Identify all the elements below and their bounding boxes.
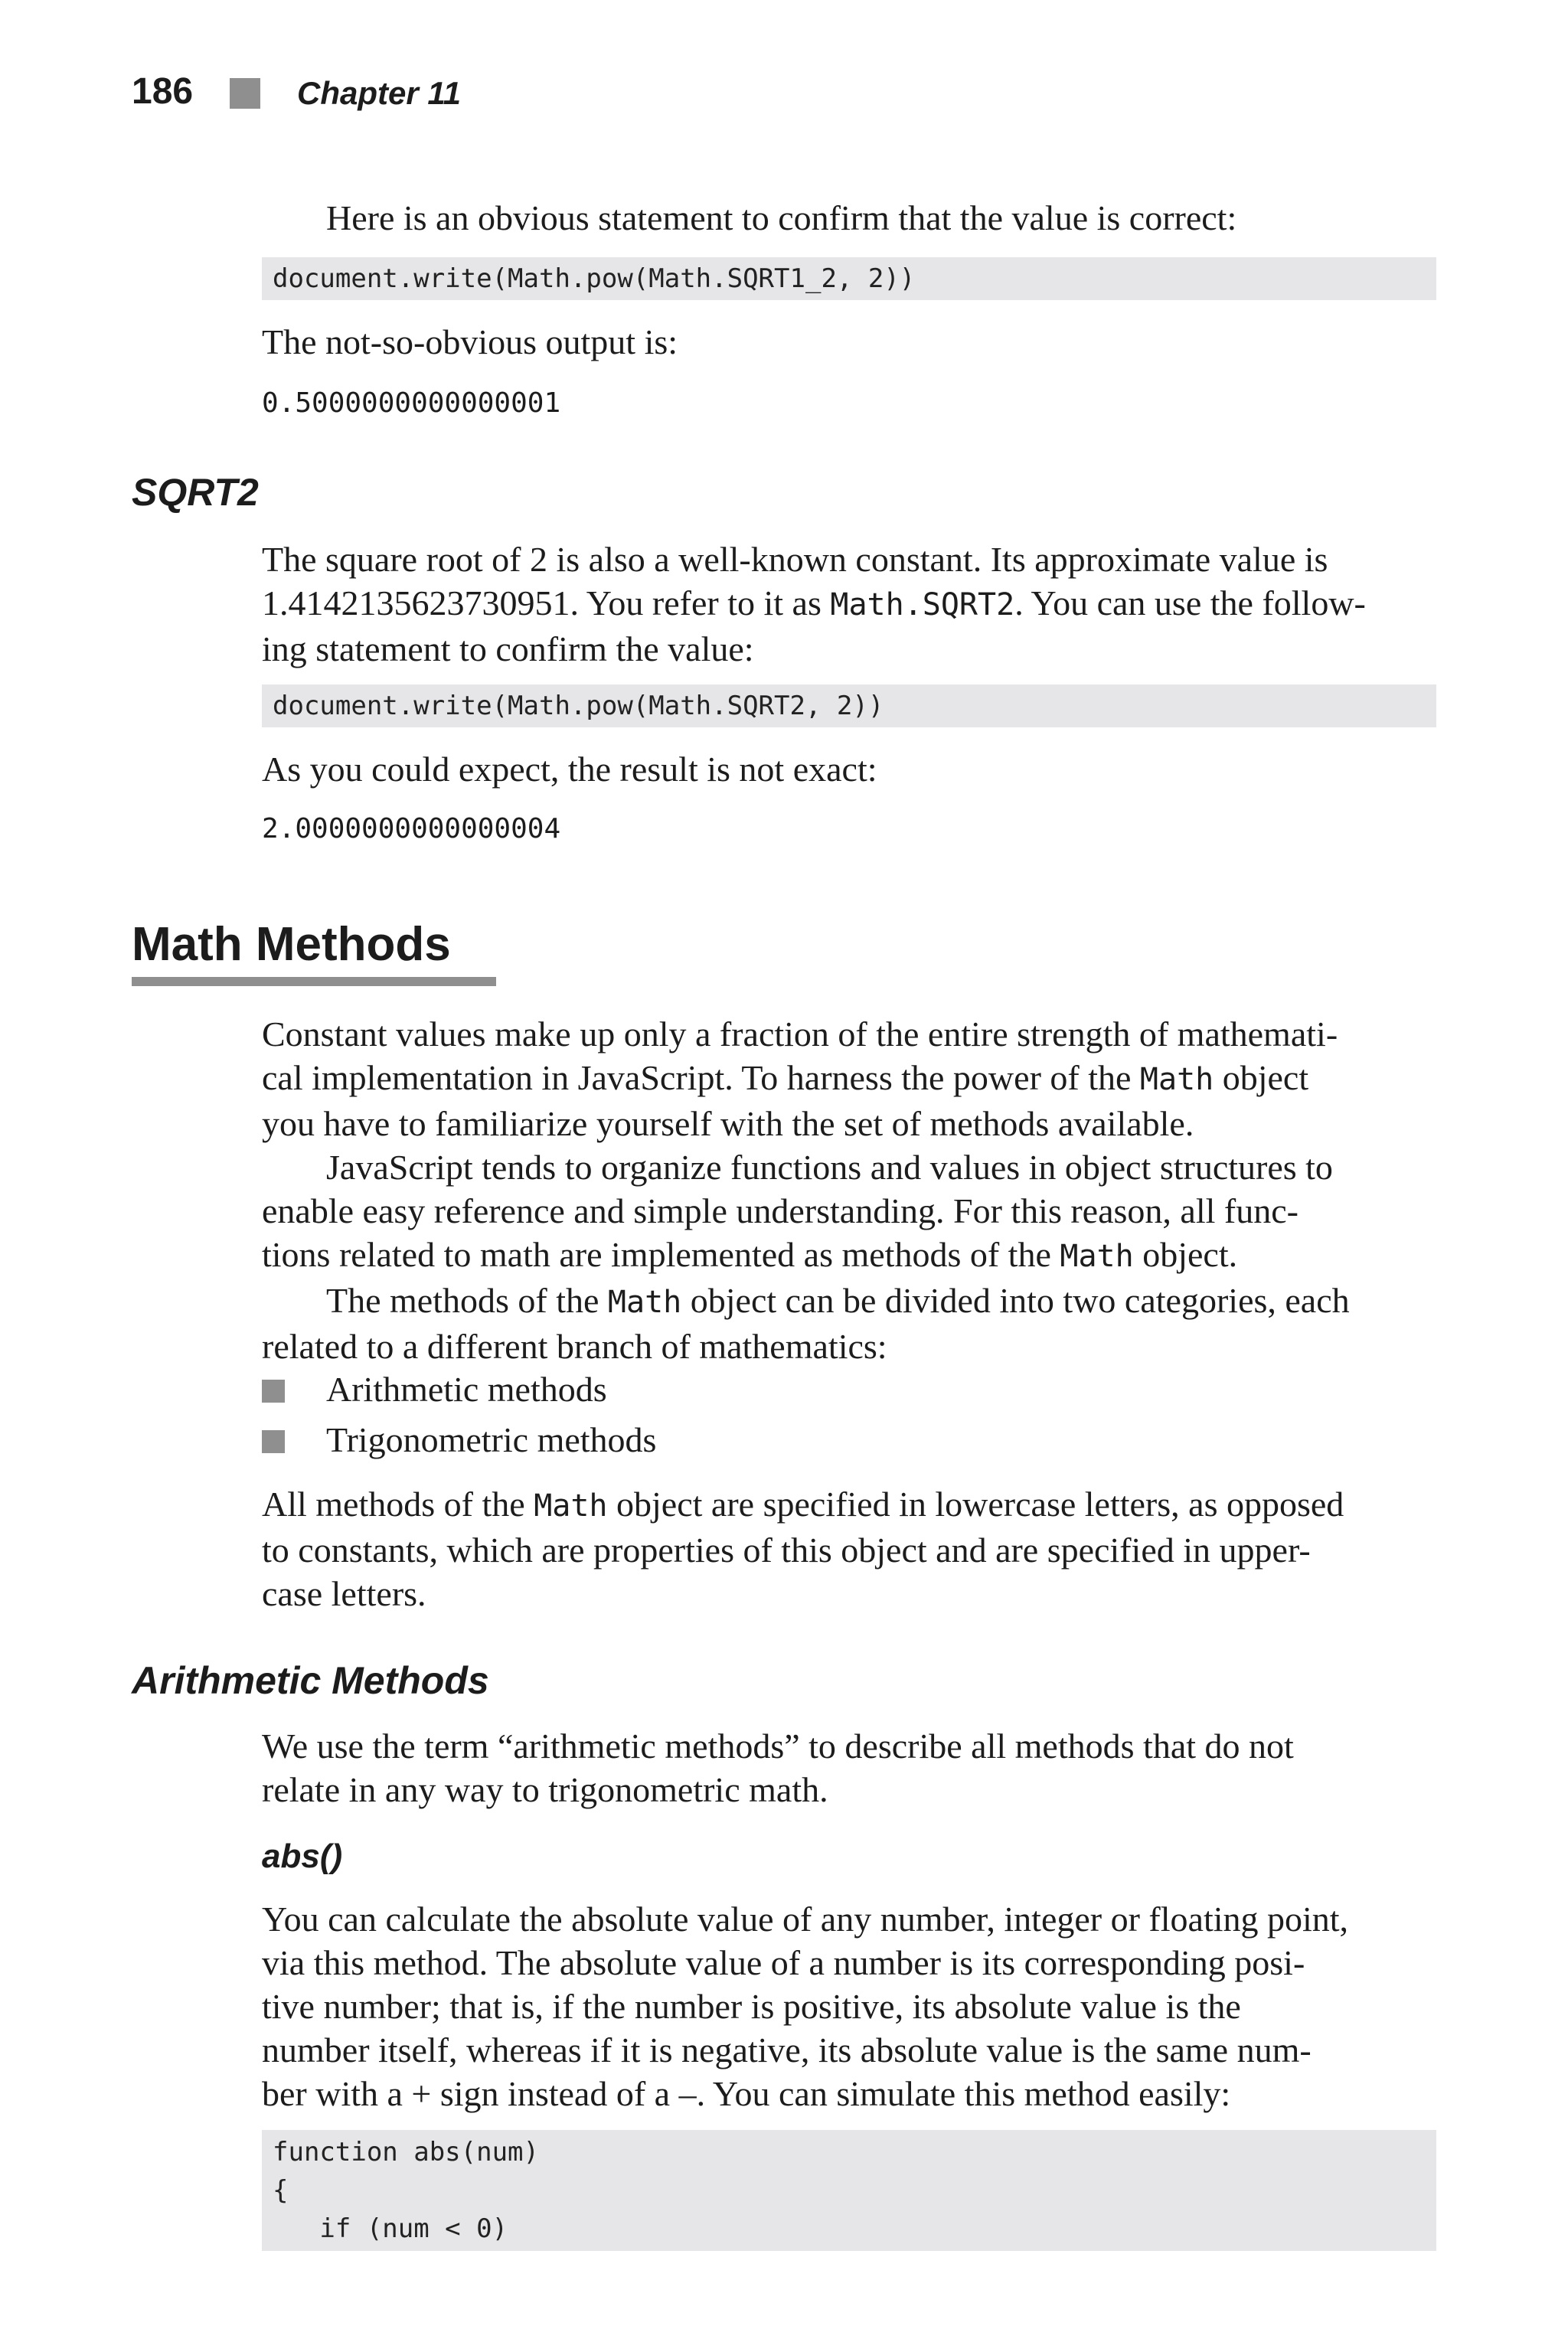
header-square-icon	[230, 78, 260, 109]
text-line: ing statement to confirm the value:	[262, 629, 754, 668]
text-line: you have to familiarize yourself with the set of methods available.	[262, 1104, 1194, 1143]
inline-code: Math.SQRT2	[830, 587, 1015, 622]
output-intro: The not-so-obvious output is:	[262, 322, 678, 361]
text-span: object.	[1133, 1235, 1238, 1274]
text-line	[262, 1279, 1432, 1325]
sqrt2-paragraph	[262, 537, 1432, 671]
text-line: enable easy reference and simple understanding. For this reason, all func-	[262, 1191, 1298, 1230]
text-line	[262, 581, 1432, 627]
code-block	[262, 257, 1436, 300]
chapter-title: Chapter 11	[297, 75, 461, 111]
text-line: tive number; that is, if the number is positive, its absolute value is the	[262, 1987, 1241, 2026]
text-line: ber with a + sign instead of a –. You can simulate this method easily:	[262, 2074, 1231, 2113]
output-value: 2.0000000000000004	[262, 813, 561, 844]
subsection-heading-abs: abs()	[262, 1838, 343, 1875]
output-value: 0.5000000000000001	[262, 387, 561, 419]
arithmetic-paragraph	[262, 1724, 1432, 1811]
text-line: to constants, which are properties of this object and are specified in upper-	[262, 1530, 1311, 1570]
heading-underline	[132, 977, 496, 986]
code-line: document.write(Math.pow(Math.SQRT1_2, 2))	[273, 263, 916, 294]
code-line: {	[273, 2175, 289, 2206]
section-heading-arithmetic-methods: Arithmetic Methods	[132, 1659, 489, 1702]
text-span: tions related to math are implemented as methods of the	[262, 1235, 1060, 1274]
bullet-square-icon	[262, 1380, 285, 1403]
text-span: All methods of the	[262, 1485, 534, 1524]
text-line	[262, 1482, 1432, 1528]
text-span: object	[1214, 1058, 1309, 1097]
text-span: cal implementation in JavaScript. To harness the power of the	[262, 1058, 1140, 1097]
text-line: The square root of 2 is also a well-known constant. Its approximate value is	[262, 540, 1328, 579]
text-line: You can calculate the absolute value of any number, integer or floating point,	[262, 1900, 1349, 1939]
text-line	[262, 1056, 1432, 1102]
text-span: object are specified in lowercase letters, as opposed	[607, 1485, 1344, 1524]
inline-code: Math	[607, 1285, 682, 1320]
text-line: number itself, whereas if it is negative, its absolute value is the same num-	[262, 2030, 1312, 2069]
inline-code: Math	[1060, 1239, 1134, 1274]
text-line: JavaScript tends to organize functions and values in object structures to	[326, 1148, 1333, 1187]
text-line: We use the term “arithmetic methods” to describe all methods that do not	[262, 1726, 1294, 1766]
text-span: 1.4142135623730951. You refer to it as	[262, 583, 831, 622]
text-line: via this method. The absolute value of a number is its corresponding posi-	[262, 1943, 1305, 1982]
section-heading-math-methods: Math Methods	[132, 918, 451, 971]
text-span: object can be divided into two categories, each	[681, 1281, 1350, 1320]
code-line: function abs(num)	[273, 2137, 539, 2167]
code-line: if (num < 0)	[273, 2213, 508, 2244]
result-intro: As you could expect, the result is not exact:	[262, 750, 877, 789]
section-heading-sqrt2: SQRT2	[132, 471, 259, 514]
text-line: related to a different branch of mathematics:	[262, 1327, 887, 1366]
text-line	[262, 1233, 1432, 1279]
list-item: Trigonometric methods	[326, 1420, 657, 1459]
inline-code: Math	[534, 1488, 608, 1524]
text-line: relate in any way to trigonometric math.	[262, 1770, 828, 1809]
confirm-text: Here is an obvious statement to confirm that the value is correct:	[326, 198, 1237, 237]
bullet-square-icon	[262, 1430, 285, 1453]
code-block	[262, 684, 1436, 727]
code-block	[262, 2130, 1436, 2251]
abs-paragraph	[262, 1897, 1432, 2115]
inline-code: Math	[1139, 1062, 1214, 1097]
list-item: Arithmetic methods	[326, 1370, 607, 1409]
page-number: 186	[132, 71, 194, 112]
text-span: . You can use the follow-	[1014, 583, 1366, 622]
code-line: document.write(Math.pow(Math.SQRT2, 2))	[273, 691, 884, 721]
math-methods-paragraph-1	[262, 1012, 1432, 1368]
text-line: Constant values make up only a fraction of the entire strength of mathemati-	[262, 1014, 1338, 1054]
text-span: The methods of the	[326, 1281, 608, 1320]
text-line: case letters.	[262, 1574, 426, 1613]
math-methods-paragraph-4	[262, 1482, 1432, 1615]
